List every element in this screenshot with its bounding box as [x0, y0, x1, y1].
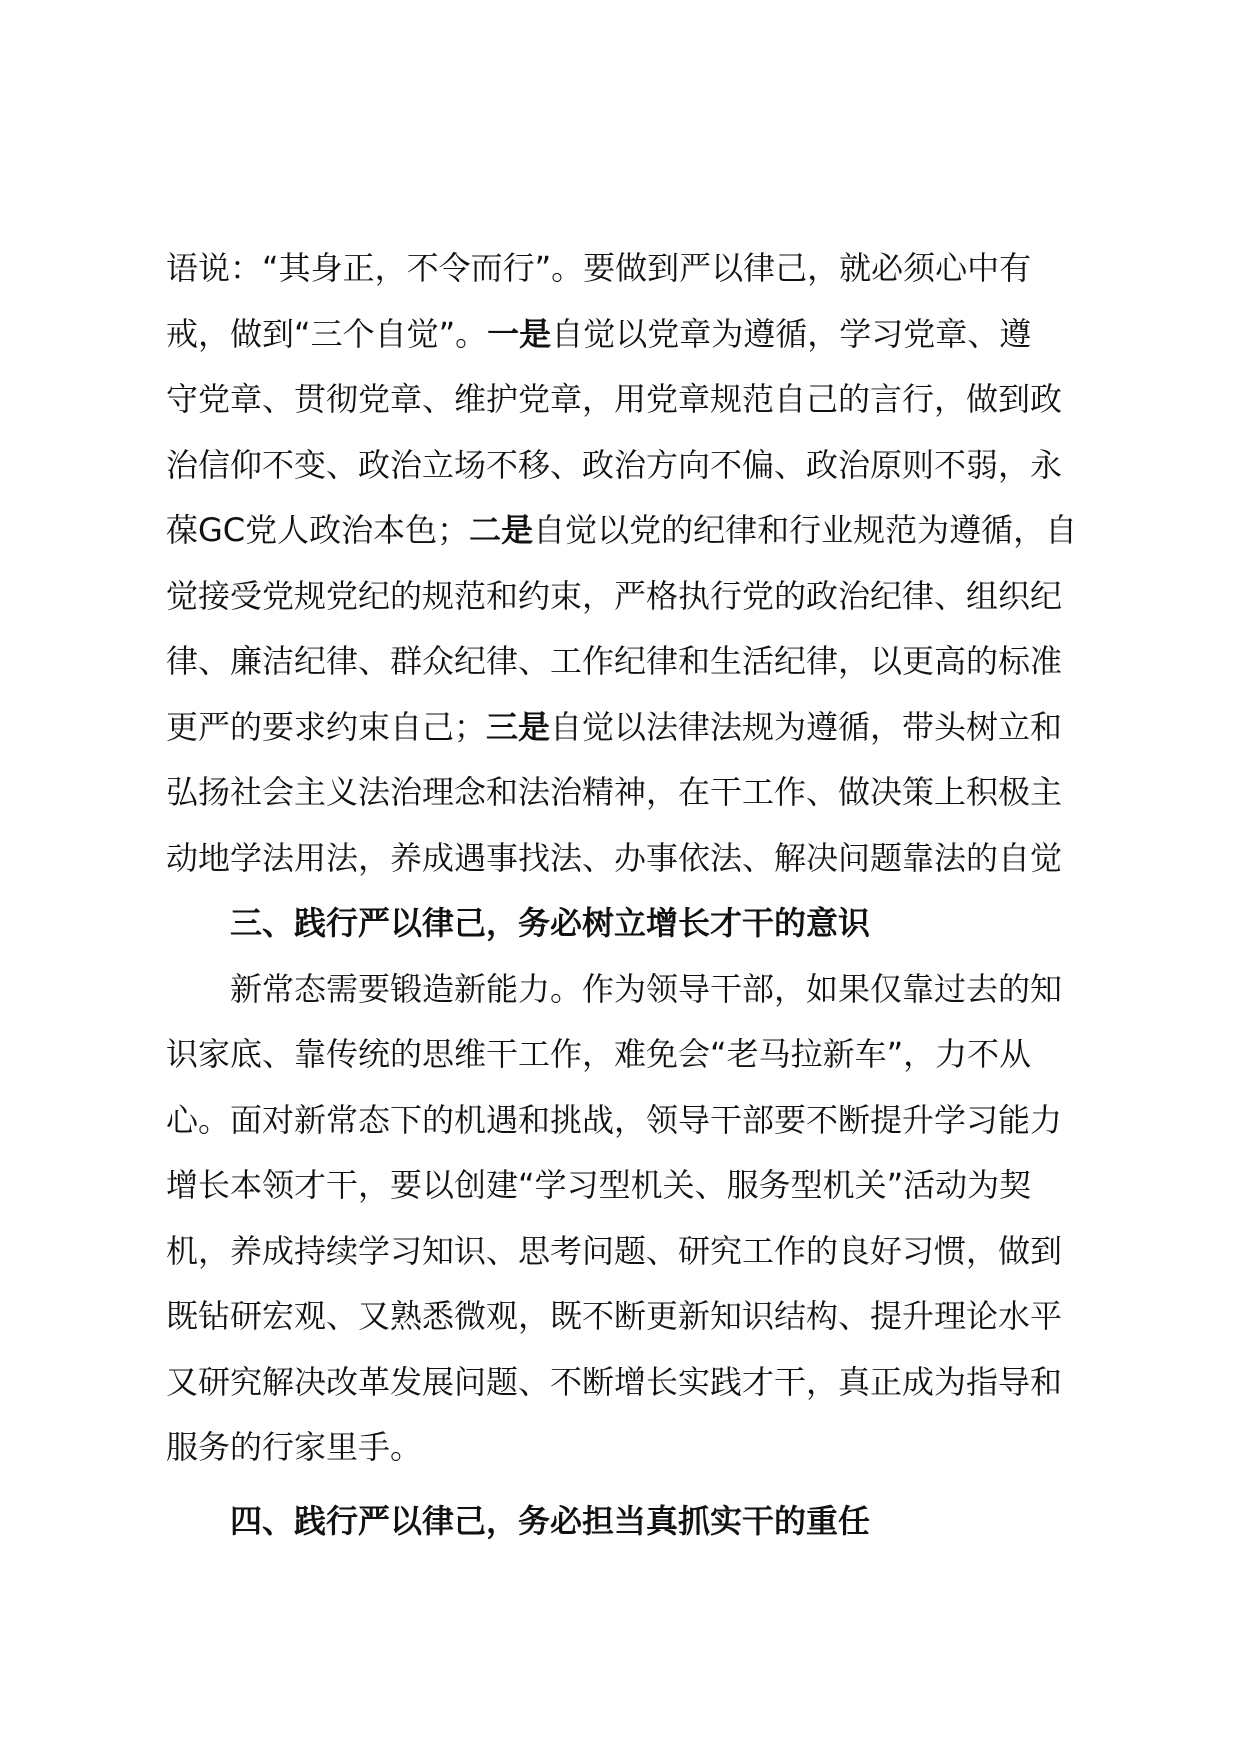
paragraph-line	[166, 564, 1096, 630]
paragraph-line	[166, 498, 1096, 564]
paragraph-line	[166, 1415, 1096, 1481]
paragraph-line	[166, 957, 1096, 1023]
text-span: 戒，做到“三个自觉”。	[166, 314, 488, 353]
paragraph-line	[166, 826, 1096, 892]
text-span: 语说：“其身正，不令而行”。要做到严以律己，就必须心中有	[166, 249, 1032, 287]
text-span: 心。面对新常态下的机遇和挑战，领导干部要不断提升学习能力	[166, 1100, 1063, 1139]
bold-marker-one: 一是	[487, 314, 552, 353]
text-span: 机，养成持续学习知识、思考问题、研究工作的良好习惯，做到	[166, 1231, 1063, 1270]
text-span: 更严的要求约束自己；	[166, 707, 487, 746]
document-body	[166, 236, 1096, 1554]
text-span: 动地学法用法，养成遇事找法、办事依法、解决问题靠法的自觉	[166, 838, 1063, 877]
spacer	[166, 1481, 1096, 1489]
paragraph-line	[166, 1153, 1096, 1219]
text-span: 觉接受党规党纪的规范和约束，严格执行党的政治纪律、组织纪	[166, 576, 1063, 615]
text-span: 律、廉洁纪律、群众纪律、工作纪律和生活纪律，以更高的标准	[166, 642, 1063, 680]
bold-marker-three: 三是	[486, 707, 551, 746]
text-span: 增长本领才干，要以创建“学习型机关、服务型机关”活动为契	[166, 1166, 1032, 1204]
paragraph-line	[166, 302, 1096, 368]
paragraph-line	[166, 629, 1096, 695]
text-span: 弘扬社会主义法治理念和法治精神，在干工作、做决策上积极主	[166, 773, 1063, 811]
section-heading-three: 三、践行严以律己，务必树立增长才干的意识	[230, 904, 871, 942]
paragraph-line	[166, 1284, 1096, 1350]
text-span: 治信仰不变、政治立场不移、政治方向不偏、政治原则不弱，永	[166, 445, 1063, 484]
text-span: 自觉以党章为遵循，学习党章、遵	[551, 314, 1032, 353]
text-span: 新常态需要锻造新能力。作为领导干部，如果仅靠过去的知	[230, 969, 1063, 1008]
paragraph-line	[166, 367, 1096, 433]
text-span: 守党章、贯彻党章、维护党章，用党章规范自己的言行，做到政	[166, 380, 1063, 418]
text-span: 又研究解决改革发展问题、不断增长实践才干，真正成为指导和	[166, 1362, 1063, 1401]
paragraph-line	[166, 760, 1096, 826]
paragraph-line	[166, 1219, 1096, 1285]
paragraph-line	[166, 236, 1096, 302]
paragraph-line	[166, 1022, 1096, 1088]
text-span: 自觉以法律法规为遵循，带头树立和	[550, 707, 1063, 746]
text-span: 识家底、靠传统的思维干工作，难免会“老马拉新车”，力不从	[166, 1035, 1032, 1073]
paragraph-line	[166, 433, 1096, 499]
text-span: 服务的行家里手。	[166, 1428, 423, 1466]
paragraph-line	[166, 695, 1096, 761]
text-span: 既钻研宏观、又熟悉微观，既不断更新知识结构、提升理论水平	[166, 1297, 1063, 1335]
text-span: 葆GC党人政治本色；	[166, 511, 470, 549]
paragraph-line	[166, 1088, 1096, 1154]
paragraph-line	[166, 1350, 1096, 1416]
section-heading-four: 四、践行严以律己，务必担当真抓实干的重任	[230, 1501, 871, 1540]
bold-marker-two: 二是	[469, 511, 534, 549]
text-span: 自觉以党的纪律和行业规范为遵循，自	[533, 511, 1078, 549]
